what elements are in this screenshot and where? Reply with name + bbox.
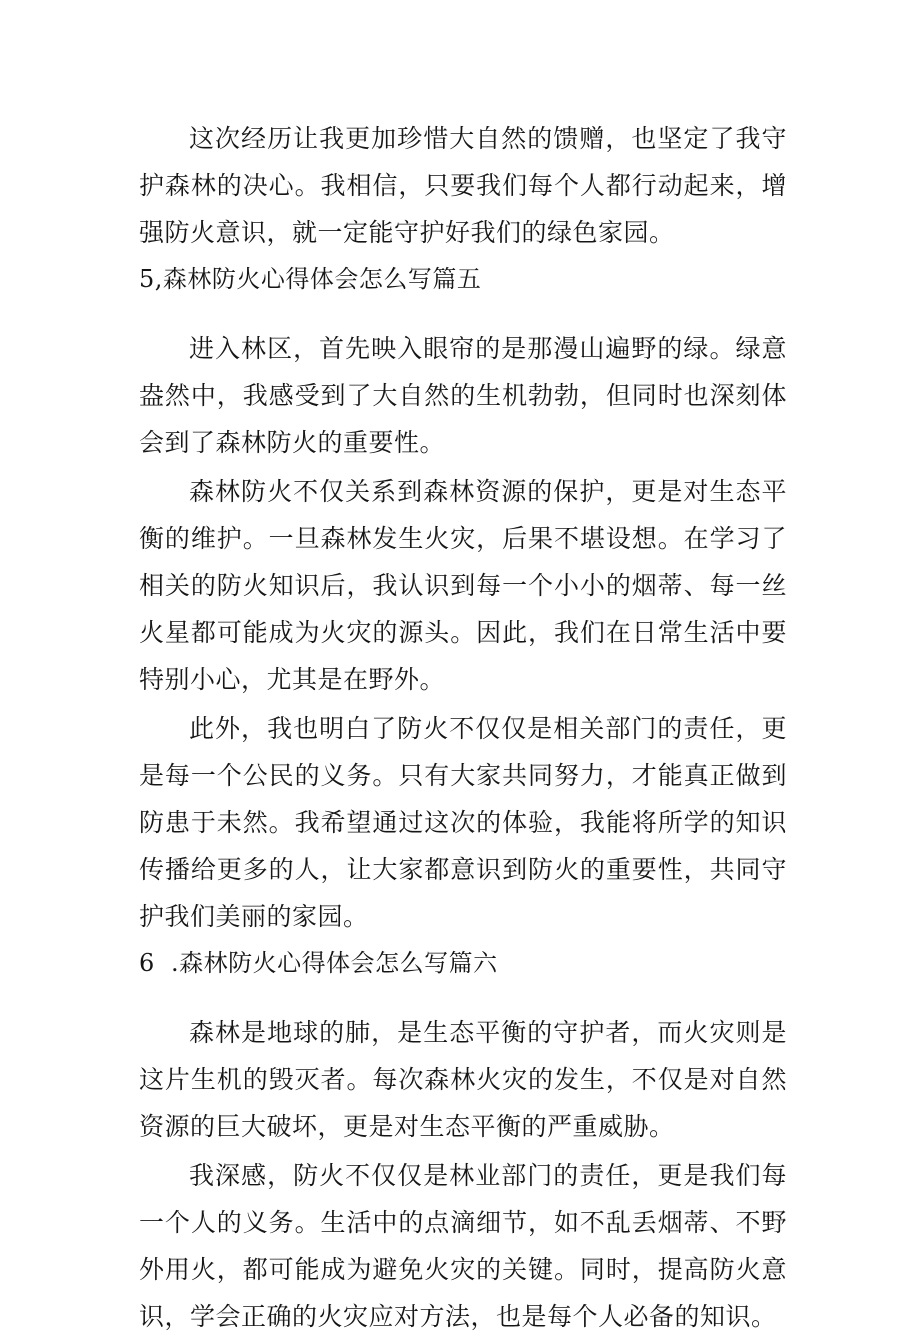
paragraph-forest-lungs: 森林是地球的肺，是生态平衡的守护者，而火灾则是这片生机的毁灭者。每次森林火灾的发生，不仅是对自然资源的巨大破坏，更是对生态平衡的严重威胁。 (139, 1018, 787, 1141)
paragraph-fire-importance: 森林防火不仅关系到森林资源的保护，更是对生态平衡的维护。一旦森林发生火灾，后果不堪设想。在学习了相关的防火知识后，我认识到每一个小小的烟蒂、每一丝火星都可能成为火灾的源头。因此，我们在日常生活中要特别小心，尤其是在野外。 (139, 477, 787, 694)
document-page (139, 115, 787, 1340)
section-heading-6: 6 .森林防火心得体会怎么写篇六 (139, 949, 498, 977)
paragraph-forest-entry: 进入林区，首先映入眼帘的是那漫山遍野的绿。绿意盎然中，我感受到了大自然的生机勃勃，但同时也深刻体会到了森林防火的重要性。 (139, 334, 787, 457)
section-heading-5: 5,森林防火心得体会怎么写篇五 (139, 265, 482, 293)
paragraph-conclusion: 这次经历让我更加珍惜大自然的馈赠，也坚定了我守护森林的决心。我相信，只要我们每个人都行动起来，增强防火意识，就一定能守护好我们的绿色家园。 (139, 124, 787, 247)
paragraph-personal-duty: 我深感，防火不仅仅是林业部门的责任，更是我们每一个人的义务。生活中的点滴细节，如不乱丢烟蒂、不野外用火，都可能成为避免火灾的关键。同时，提高防火意识，学会正确的火灾应对方法，也是每个人必备的知识。 (139, 1161, 787, 1331)
paragraph-civic-duty: 此外，我也明白了防火不仅仅是相关部门的责任，更是每一个公民的义务。只有大家共同努力，才能真正做到防患于未然。我希望通过这次的体验，我能将所学的知识传播给更多的人，让大家都意识到防火的重要性，共同守护我们美丽的家园。 (139, 714, 787, 931)
